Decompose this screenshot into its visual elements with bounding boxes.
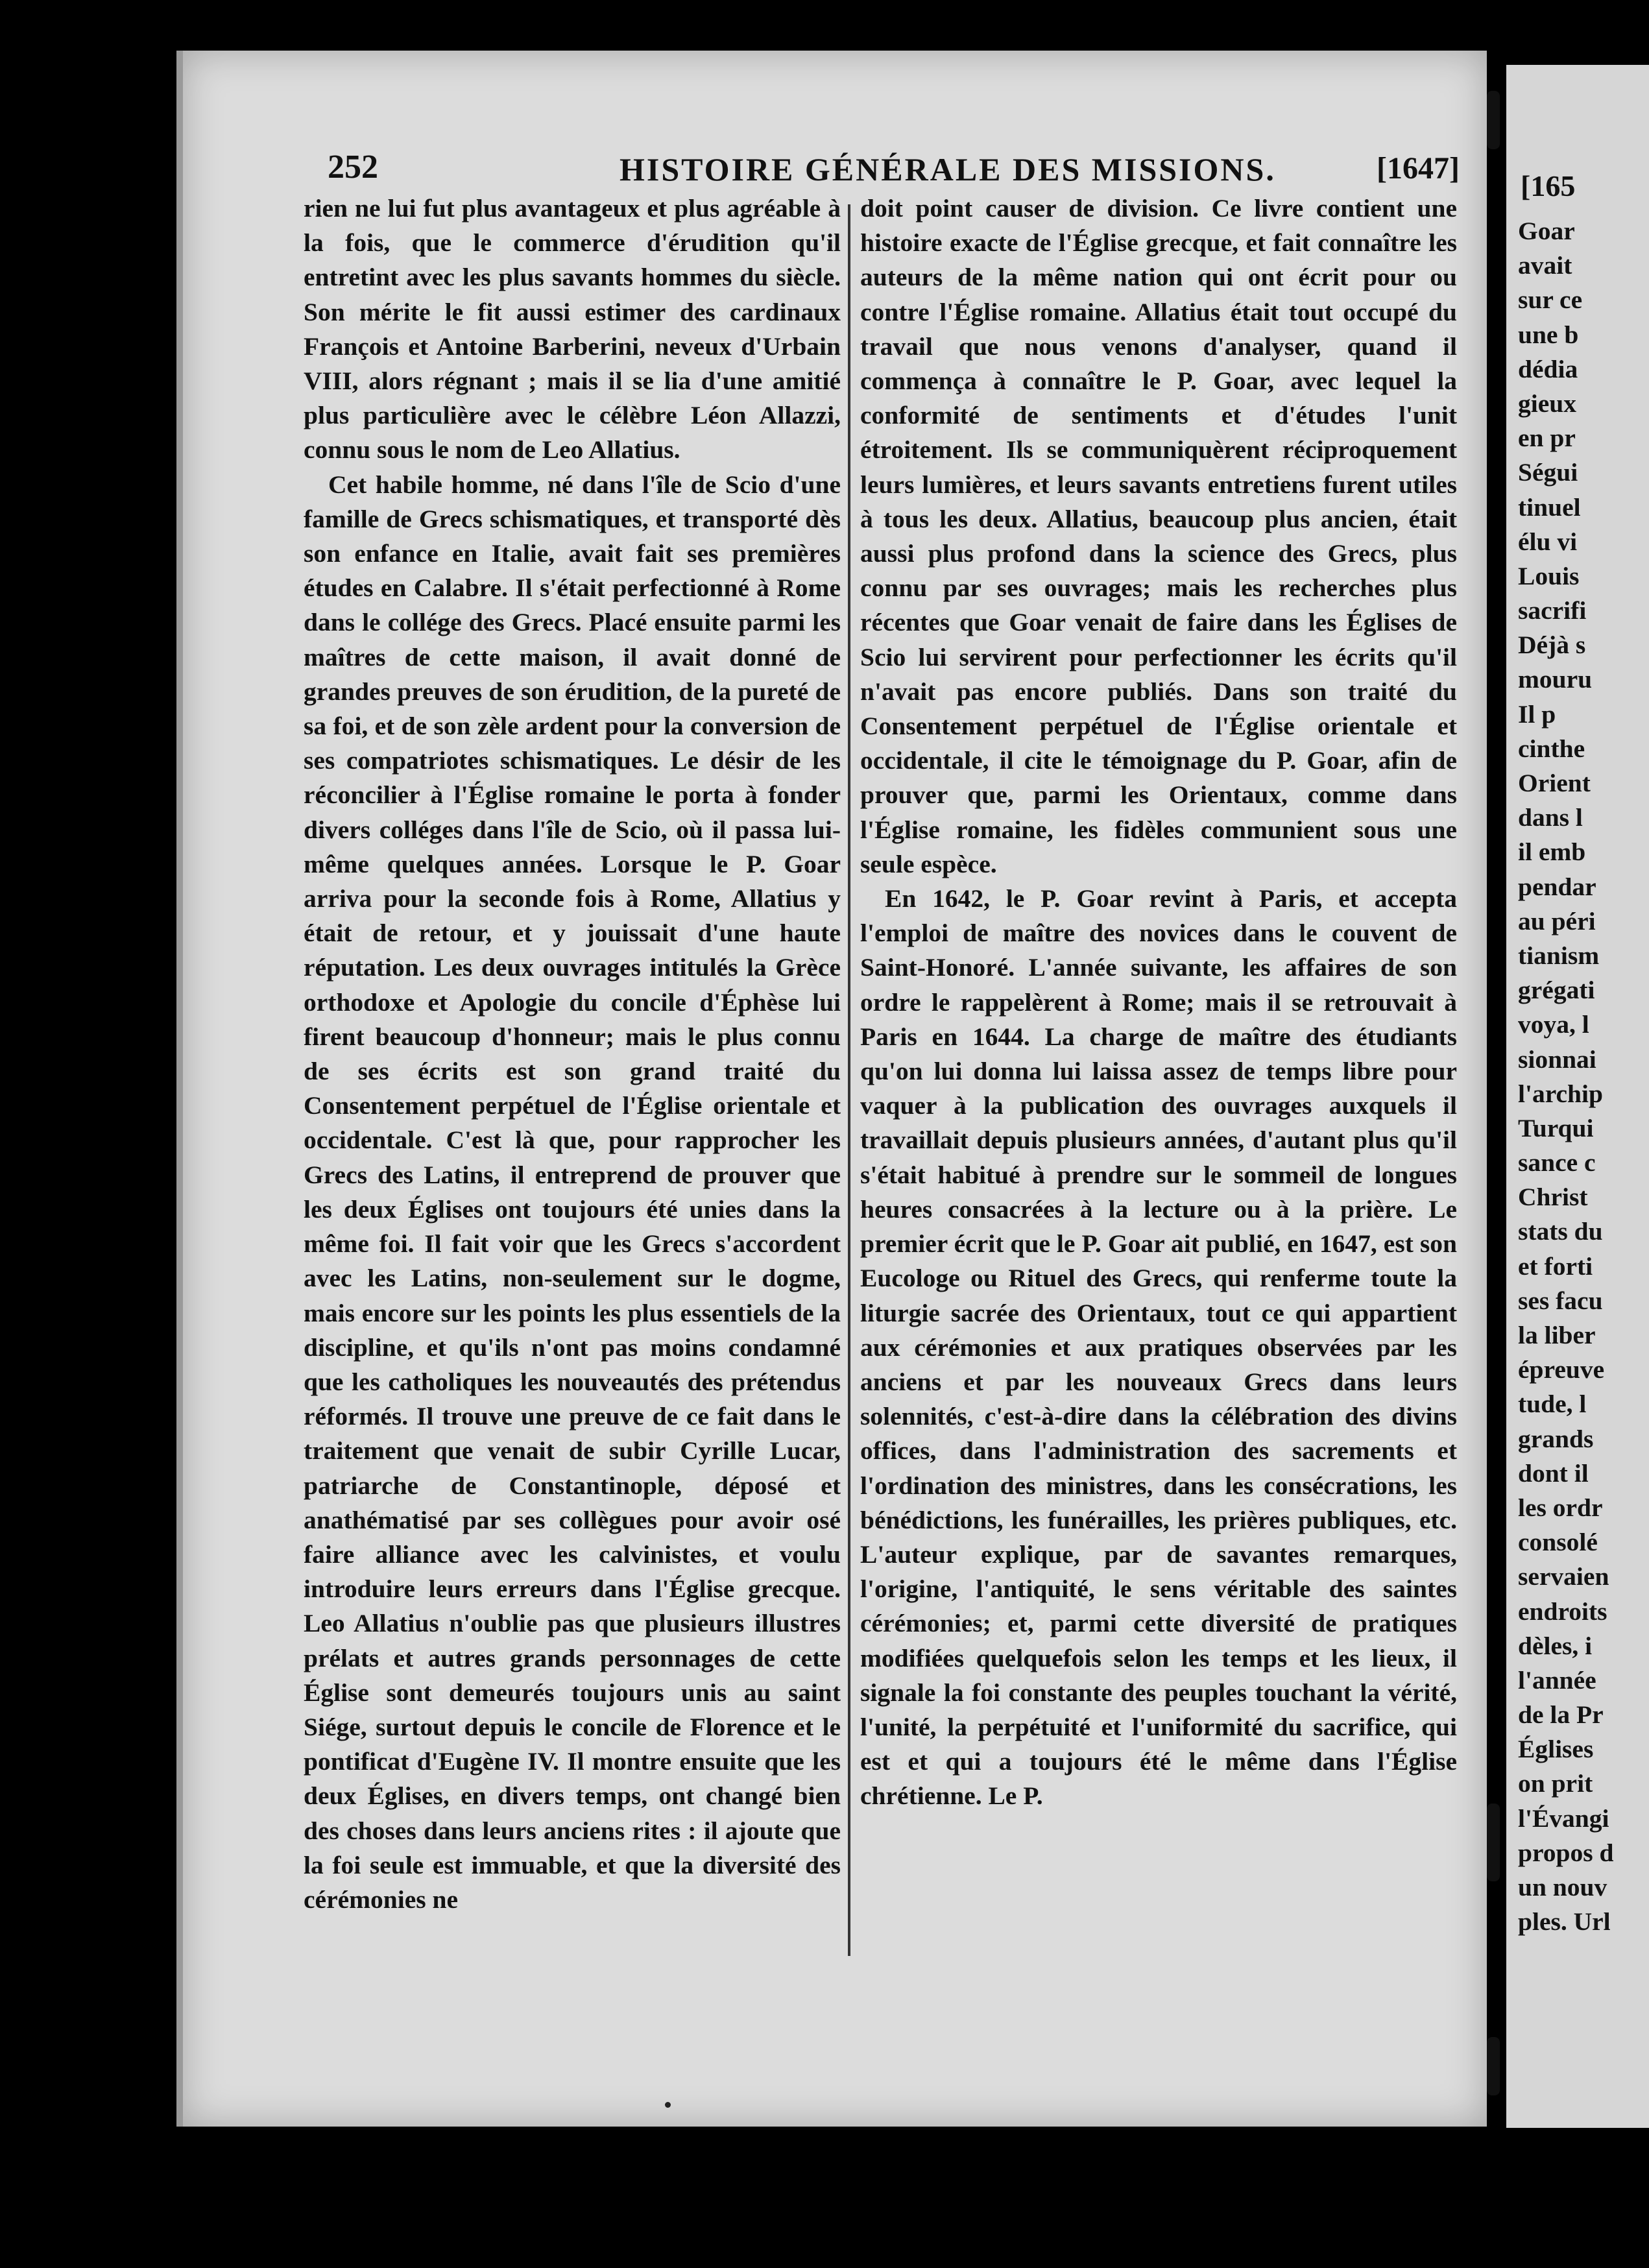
adjacent-page-line: Goar xyxy=(1518,217,1575,245)
adjacent-page-line: tinuel xyxy=(1518,492,1581,522)
adjacent-page-line: pendar xyxy=(1518,872,1596,901)
adjacent-page-line: sacrifi xyxy=(1518,596,1587,625)
adjacent-page-line: avait xyxy=(1518,251,1572,280)
adjacent-page-line: un nouv xyxy=(1518,1873,1607,1901)
adjacent-page-line: grégati xyxy=(1518,976,1595,1005)
adjacent-page-line: au péri xyxy=(1518,906,1596,935)
paragraph: doit point causer de division. Ce livre contient une histoire exacte de l'Église grecque, et fait connaître les auteurs de la même nation qui ont écrit pour ou contre l'Église romaine. Allatius était tout occupé du travail que nous venons d'analyser, quand il commença à connaître le P. Goar, avec lequel la conformité de sentiments et d'études l'unit étroitement. Ils se communiquèrent réciproquement leurs lumières, et leurs savants entretiens furent utiles à tous les deux. Allatius, beaucoup plus ancien, était aussi plus profond dans la science des Grecs, plus connu par ses ouvrages; mais les recherches plus récentes que Goar venait de faire dans les Églises de Scio lui servirent pour perfectionner les écrits qu'il n'avait pas encore publiés. Dans son traité du Consentement perpétuel de l'Église orientale et occidentale, il cite le témoignage du P. Goar, afin de prouver que, parmi les Orientaux, comme dans l'Église romaine, les fidèles communient sous une seule espèce. xyxy=(860,194,1457,878)
binding-mark xyxy=(1487,2037,1500,2095)
adjacent-page-line: voya, l xyxy=(1518,1010,1589,1039)
adjacent-page-line: gieux xyxy=(1518,389,1576,418)
adjacent-page-line: ples. Url xyxy=(1518,1907,1611,1936)
adjacent-page-line: dédia xyxy=(1518,354,1578,383)
adjacent-page-line: dèles, i xyxy=(1518,1631,1593,1660)
adjacent-page-line: Turqui xyxy=(1518,1113,1594,1142)
adjacent-page-line: les ordr xyxy=(1518,1493,1603,1522)
adjacent-page-line: consolé xyxy=(1518,1528,1598,1557)
adjacent-page-line: propos d xyxy=(1518,1838,1614,1867)
left-column xyxy=(304,191,841,1917)
adjacent-page-line: Christ xyxy=(1518,1183,1588,1212)
adjacent-page-line: Déjà s xyxy=(1518,631,1586,660)
adjacent-page-line: stats du xyxy=(1518,1217,1603,1246)
adjacent-page-line: Louis xyxy=(1518,561,1580,590)
adjacent-page xyxy=(1506,65,1649,2128)
adjacent-page-line: Ségui xyxy=(1518,458,1578,487)
adjacent-page-line: sance c xyxy=(1518,1148,1596,1177)
adjacent-page-line: on prit xyxy=(1518,1769,1593,1798)
adjacent-page-line: Orient xyxy=(1518,769,1591,797)
adjacent-page-line: ses facu xyxy=(1518,1286,1603,1315)
adjacent-page-line: il emb xyxy=(1518,838,1586,867)
adjacent-page-line: Il p xyxy=(1518,699,1556,729)
adjacent-page-line: dans l xyxy=(1518,803,1583,832)
binding-mark xyxy=(1487,91,1500,149)
adjacent-page-line: la liber xyxy=(1518,1321,1596,1349)
page-number: 252 xyxy=(328,149,378,186)
adjacent-page-line: élu vi xyxy=(1518,527,1578,556)
adjacent-page-line: sur ce xyxy=(1518,285,1583,315)
adjacent-page-line: Églises xyxy=(1518,1735,1594,1764)
adjacent-page-line: de la Pr xyxy=(1518,1700,1604,1730)
adjacent-page-line: tianism xyxy=(1518,941,1600,970)
running-title: HISTOIRE GÉNÉRALE DES MISSIONS. xyxy=(620,151,1276,187)
adjacent-page-line: l'Évangi xyxy=(1518,1804,1609,1833)
paragraph: Cet habile homme, né dans l'île de Scio d'une famille de Grecs schismatiques, et transporté dès son enfance en Italie, avait fait ses premières études en Calabre. Il s'était perfectionné à Rome dans le collége des Grecs. Placé ensuite parmi les maîtres de cette maison, il avait donné de grandes preuves de son érudition, de la pureté de sa foi, et de son zèle ardent pour la conversion de ses compatriotes schismatiques. Le désir de les réconcilier à l'Église romaine le porta à fonder divers colléges dans l'île de Scio, où il passa lui-même quelques années. Lorsque le P. Goar arriva pour la seconde fois à Rome, Allatius y était de retour, et y jouissait d'une haute réputation. Les deux ouvrages intitulés la Grèce orthodoxe et Apologie du concile d'Éphèse lui firent beaucoup d'honneur; mais le plus connu de ses écrits est son grand traité du Consentement perpétuel de l'Église orientale et occidentale. C'est là que, pour rapprocher les Grecs des Latins, il entreprend de prouver que les deux Églises ont toujours été unies dans la même foi. Il fait voir que les Grecs s'accordent avec les Latins, non-seulement sur le dogme, mais encore sur les points les plus essentiels de la discipline, et qu'ils n'ont pas moins condamné que les catholiques les nouveautés des prétendus réformés. Il trouve une preuve de ce fait dans le traitement que venait de subir Cyrille Lucar, patriarche de Constantinople, déposé et anathématisé par ses collègues pour avoir osé faire alliance avec les calvinistes, et voulu introduire leurs erreurs dans l'Église grecque. Leo Allatius n'oublie pas que plusieurs illustres prélats et autres grands personnages de cette Église sont demeurés toujours unis au saint Siége, surtout depuis le concile de Florence et le pontificat d'Eugène IV. Il montre ensuite que les deux Églises, en divers temps, ont changé bien des choses dans leurs anciens rites : il ajoute que la foi seule est immuable, et que la diversité des cérémonies ne xyxy=(304,470,841,1914)
adjacent-page-line: grands xyxy=(1518,1424,1594,1453)
adjacent-page-line: épreuve xyxy=(1518,1355,1605,1384)
adjacent-page-line: une b xyxy=(1518,320,1579,349)
adjacent-page-line: en pr xyxy=(1518,424,1576,453)
right-column xyxy=(860,191,1457,1814)
adjacent-page-text xyxy=(1518,214,1649,1939)
adjacent-page-line: l'année xyxy=(1518,1665,1596,1695)
adjacent-page-line: endroits xyxy=(1518,1597,1607,1626)
ink-dot xyxy=(665,2102,671,2108)
adjacent-page-line: cinthe xyxy=(1518,734,1585,763)
adjacent-page-line: servaien xyxy=(1518,1562,1609,1591)
adjacent-page-line: dont il xyxy=(1518,1458,1589,1488)
column-divider xyxy=(848,204,850,1956)
adjacent-page-line: et forti xyxy=(1518,1251,1593,1281)
adjacent-page-line: sionnai xyxy=(1518,1044,1596,1074)
binding-mark xyxy=(1487,1804,1500,1881)
paragraph: rien ne lui fut plus avantageux et plus agréable à la fois, que le commerce d'érudition qu'il entretint avec les plus savants hommes du siècle. Son mérite le fit aussi estimer des cardinaux François et Antoine Barberini, neveux d'Urbain VIII, alors régnant ; mais il se lia d'une amitié plus particulière avec le célèbre Léon Allazzi, connu sous le nom de Leo Allatius. xyxy=(304,194,841,464)
adjacent-page-line: mouru xyxy=(1518,665,1593,694)
adjacent-page-header: [165 xyxy=(1521,169,1576,202)
adjacent-page-line: l'archip xyxy=(1518,1079,1603,1108)
header-year: [1647] xyxy=(1377,151,1460,186)
adjacent-page-line: tude, l xyxy=(1518,1390,1587,1419)
paragraph: En 1642, le P. Goar revint à Paris, et accepta l'emploi de maître des novices dans le couvent de Saint-Honoré. L'année suivante, les affaires de son ordre le rappelèrent à Rome; mais il se retrouvait à Paris en 1644. La charge de maître des étudiants qu'on lui donna lui laissa assez de temps libre pour vaquer à la publication des ouvrages auxquels il travaillait depuis plusieurs années, d'autant plus qu'il s'était habitué à prendre sur le sommeil de longues heures consacrées à la lecture ou à la prière. Le premier écrit que le P. Goar ait publié, en 1647, est son Eucologe ou Rituel des Grecs, qui renferme toute la liturgie sacrée des Orientaux, tout ce qui appartient aux cérémonies et aux pratiques observées par les anciens et par les nouveaux Grecs dans leurs solennités, c'est-à-dire dans la célébration des divins offices, dans l'administration des sacrements et l'ordination des ministres, dans les consécrations, les bénédictions, les funérailles, les prières publiques, etc. L'auteur explique, par de savantes remarques, l'origine, l'antiquité, le sens véritable des saintes cérémonies; et, parmi cette diversité de pratiques modifiées quelquefois selon les temps et les lieux, il signale la foi constante des peuples touchant la vérité, l'unité, la perpétuité et l'uniformité du sacrifice, qui est et qui a toujours été le même dans l'Église chrétienne. Le P. xyxy=(860,884,1457,1811)
